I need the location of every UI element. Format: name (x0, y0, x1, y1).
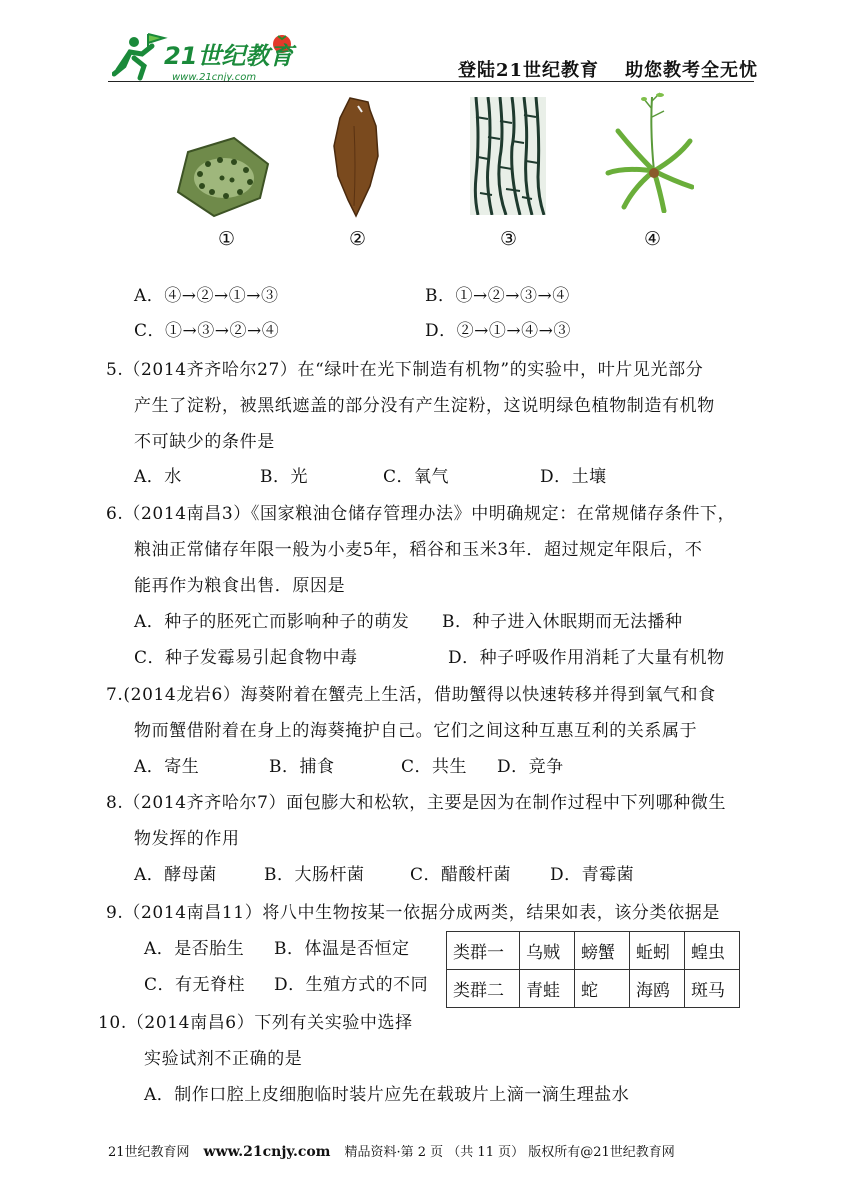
q4-option-a: A．④→②→①→③ (134, 286, 279, 306)
q6-stem-line-2: 粮油正常储存年限一般为小麦5年，稻谷和玉米3年．超过规定年限后，不 (134, 540, 703, 560)
q7-stem-line-2: 物而蟹借附着在身上的海葵掩护自己。它们之间这种互惠互利的关系属于 (134, 721, 698, 741)
q5-stem-line-1: 5.（2014齐齐哈尔27）在“绿叶在光下制造有机物”的实验中，叶片见光部分 (106, 360, 704, 380)
q7-option-d: D．竞争 (497, 757, 564, 777)
table-cell: 蛇 (575, 970, 630, 1008)
q7-option-a: A．寄生 (134, 757, 200, 777)
footer-site-link[interactable]: www.21cnjy.com (203, 1144, 331, 1160)
header-slogan (458, 56, 758, 82)
q8-stem-line-1: 8.（2014齐齐哈尔7）面包膨大和松软，主要是因为在制作过程中下列哪种微生 (106, 793, 727, 813)
svg-text:www.21cnjy.com: www.21cnjy.com (172, 72, 257, 83)
q9-option-a: A．是否胎生 (144, 939, 245, 959)
header-slogan-login: 登陆21世纪教育 (458, 60, 600, 81)
q10-option-a: A．制作口腔上皮细胞临时装片应先在载玻片上滴一滴生理盐水 (144, 1085, 630, 1105)
figure-label-1: ① (218, 228, 236, 250)
specimen-3-cell-tissue (470, 97, 546, 215)
q6-stem-line-1: 6.（2014南昌3）《国家粮油仓储存管理办法》中明确规定：在常规储存条件下， (106, 504, 736, 524)
q6-option-a: A．种子的胚死亡而影响种子的萌发 (134, 612, 410, 632)
q4-option-d: D．②→①→④→③ (425, 321, 571, 341)
footer-page-info: 精品资料·第 2 页 （共 11 页） 版权所有@21世纪教育网 (344, 1145, 675, 1160)
page-footer (108, 1141, 675, 1160)
classification-table (446, 931, 740, 1008)
logo (112, 30, 312, 84)
table-row (447, 932, 740, 970)
q6-stem-line-3: 能再作为粮食出售．原因是 (134, 576, 346, 596)
q8-stem-line-2: 物发挥的作用 (134, 829, 240, 849)
q6-option-c: C．种子发霉易引起食物中毒 (134, 648, 358, 668)
q10-stem-line-2: 实验试剂不正确的是 (144, 1049, 303, 1069)
specimen-4-plant (604, 91, 694, 213)
footer-brand: 21世纪教育网 (108, 1145, 190, 1160)
svg-text:21世纪教育: 21世纪教育 (164, 42, 294, 70)
q9-stem-line-1: 9.（2014南昌11）将八中生物按某一依据分成两类，结果如表，该分类依据是 (106, 903, 720, 923)
table-cell: 蚯蚓 (630, 932, 685, 970)
figure-label-3: ③ (500, 228, 518, 250)
q10-stem-line-1: 10.（2014南昌6）下列有关实验中选择 (98, 1013, 413, 1033)
q8-option-a: A．酵母菌 (134, 865, 217, 885)
q5-option-d: D．土壤 (540, 467, 607, 487)
q8-option-c: C．醋酸杆菌 (410, 865, 512, 885)
q4-option-b: B．①→②→③→④ (425, 286, 570, 306)
q5-stem-line-3: 不可缺少的条件是 (134, 432, 275, 452)
q5-stem-line-2: 产生了淀粉，被黑纸遮盖的部分没有产生淀粉，这说明绿色植物制造有机物 (134, 396, 715, 416)
header-divider (108, 81, 754, 82)
q9-option-c: C．有无脊柱 (144, 975, 246, 995)
table-cell: 蝗虫 (685, 932, 740, 970)
figure-label-2: ② (349, 228, 367, 250)
q6-option-d: D．种子呼吸作用消耗了大量有机物 (448, 648, 725, 668)
logo-graphic (112, 30, 312, 84)
q7-option-c: C．共生 (401, 757, 468, 777)
q5-option-c: C．氧气 (383, 467, 450, 487)
table-cell: 类群一 (447, 932, 520, 970)
q7-stem-line-1: 7.(2014龙岩6）海葵附着在蟹壳上生活，借助蟹得以快速转移并得到氧气和食 (106, 685, 716, 705)
q8-option-d: D．青霉菌 (550, 865, 635, 885)
table-row (447, 970, 740, 1008)
q5-option-b: B．光 (260, 467, 308, 487)
q5-option-a: A．水 (134, 467, 182, 487)
header-slogan-tagline: 助您教考全无忧 (625, 60, 759, 81)
table-cell: 乌贼 (520, 932, 575, 970)
table-cell: 海鸥 (630, 970, 685, 1008)
figure-label-4: ④ (644, 228, 662, 250)
q8-option-b: B．大肠杆菌 (264, 865, 365, 885)
q7-option-b: B．捕食 (269, 757, 335, 777)
table-cell: 螃蟹 (575, 932, 630, 970)
specimen-2-seaweed (328, 96, 384, 220)
table-cell: 类群二 (447, 970, 520, 1008)
table-cell: 斑马 (685, 970, 740, 1008)
specimen-1-leaf-cross-section (174, 134, 272, 220)
q6-option-b: B．种子进入休眠期而无法播种 (442, 612, 683, 632)
q9-option-d: D．生殖方式的不同 (274, 975, 429, 995)
q4-option-c: C．①→③→②→④ (134, 321, 280, 341)
table-cell: 青蛙 (520, 970, 575, 1008)
q9-option-b: B．体温是否恒定 (274, 939, 410, 959)
